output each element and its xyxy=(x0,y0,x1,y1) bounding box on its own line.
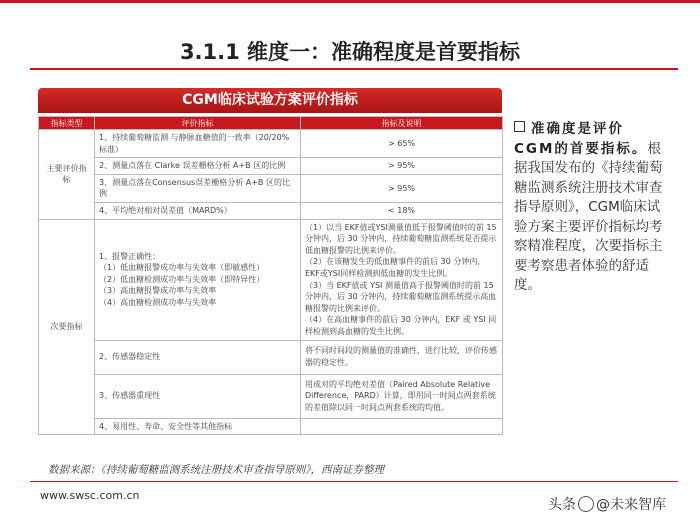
alarm-desc: （1）以当 EKF值或YSI测量值低于报警阈值时的前 15 分钟内，后 30 分钟内，持续葡萄糖监测系统是否提示低血糖报警的比例来评价。 xyxy=(305,222,497,255)
alarm-desc: （2）在该糖发生的低血糖事件的前后 30 分钟内，EKF或YSI同样检测到低血糖的发生比例。 xyxy=(305,257,486,278)
alarm-line: （4）高血糖检测成功率与失效率 xyxy=(99,297,217,307)
primary-indicator-4: 4、平均绝对相对误差值（MARD%） xyxy=(95,202,301,219)
table-row xyxy=(39,158,503,175)
watermark-brand: @未来智库 xyxy=(596,497,666,513)
slide-title: 3.1.1 维度一：准确程度是首要指标 xyxy=(179,40,521,64)
primary-indicator-3: 3、测量点落在Consensus误差栅格分析 A+B 区的比例 xyxy=(95,174,301,202)
side-summary xyxy=(514,120,664,296)
secondary-desc-3: 用成对的平均绝对差值（Paired Absolute Relative Difference，PARD）计算，即用同一时间点两套系统的差值除以同一时间点两套系统的均值。 xyxy=(301,374,503,418)
evaluation-table xyxy=(38,116,503,435)
alarm-description xyxy=(301,219,503,340)
title-divider xyxy=(30,68,678,70)
table-banner: CGM临床试验方案评价指标 xyxy=(38,88,502,113)
primary-group-label: 主要评价指标 xyxy=(39,130,95,220)
watermark xyxy=(548,494,666,514)
evaluation-table-wrapper xyxy=(38,116,502,435)
alarm-line: （1）低血糖报警成功率与失效率（即敏感性） xyxy=(99,263,265,273)
secondary-group-label: 次要指标 xyxy=(39,219,95,435)
hollow-square-bullet-icon xyxy=(514,121,525,132)
table-row xyxy=(39,130,503,158)
primary-value-2: > 95% xyxy=(301,158,503,175)
header-description: 指标及说明 xyxy=(301,117,503,130)
primary-value-4: < 18% xyxy=(301,202,503,219)
alarm-line: （3）高血糖报警成功率与失效率 xyxy=(99,286,217,296)
header-indicator: 评价指标 xyxy=(95,117,301,130)
secondary-indicator-4: 4、易用性、寿命、安全性等其他指标 xyxy=(95,418,301,435)
alarm-desc: （3）当 EKF值或 YSI 测量值高于报警阈值时的前 15 分钟内，后 30 分钟内，持续葡萄糖监测系统提示高血糖报警的比例来评价。 xyxy=(305,280,497,313)
primary-value-1: > 65% xyxy=(301,130,503,158)
primary-indicator-2: 2、测量点落在 Clarke 误差栅格分析 A+B 区的比例 xyxy=(95,158,301,175)
alarm-desc: （4）在高血糖事件的前后 30 分钟内，EKF 或 YSI 同样检测到高血糖的发生比例。 xyxy=(305,315,497,336)
secondary-desc-4 xyxy=(301,418,503,435)
secondary-indicator-2: 2、传感器稳定性 xyxy=(95,340,301,374)
table-row xyxy=(39,418,503,435)
secondary-desc-2: 将不同时间段的测量值的准确性，进行比较，评价传感器的稳定性。 xyxy=(301,340,503,374)
alarm-indicator xyxy=(95,219,301,340)
primary-value-3: > 95% xyxy=(301,174,503,202)
footer-divider xyxy=(30,481,678,482)
table-row xyxy=(39,219,503,340)
header-type: 指标类型 xyxy=(39,117,95,130)
table-header-row xyxy=(39,117,503,130)
watermark-logo-icon xyxy=(578,496,594,512)
top-accent-line xyxy=(0,0,700,3)
footer-url: www.swsc.com.cn xyxy=(40,489,140,502)
secondary-indicator-3: 3、传感器重现性 xyxy=(95,374,301,418)
alarm-line: 1、报警正确性： xyxy=(99,251,161,261)
table-row xyxy=(39,374,503,418)
side-summary-bold: 准确度是评价CGM的首要指标。 xyxy=(514,121,648,157)
alarm-line: （2）低血糖检测成功率与失效率（即特异性） xyxy=(99,274,265,284)
primary-indicator-1: 1、持续葡萄糖监测 与静脉血糖值的一致率（20/20%标准） xyxy=(95,130,301,158)
side-summary-body: 根据我国发布的《持续葡萄糖监测系统注册技术审查指导原则》，CGM临床试验方案主要评价指标均考察精准程度，次要指标主要考察患者体验的舒适度。 xyxy=(514,140,663,293)
table-row xyxy=(39,202,503,219)
watermark-prefix: 头条 xyxy=(548,497,576,513)
table-row xyxy=(39,340,503,374)
table-row xyxy=(39,174,503,202)
data-source-note: 数据来源：《持续葡萄糖监测系统注册技术审查指导原则》，西南证券整理 xyxy=(48,464,384,476)
